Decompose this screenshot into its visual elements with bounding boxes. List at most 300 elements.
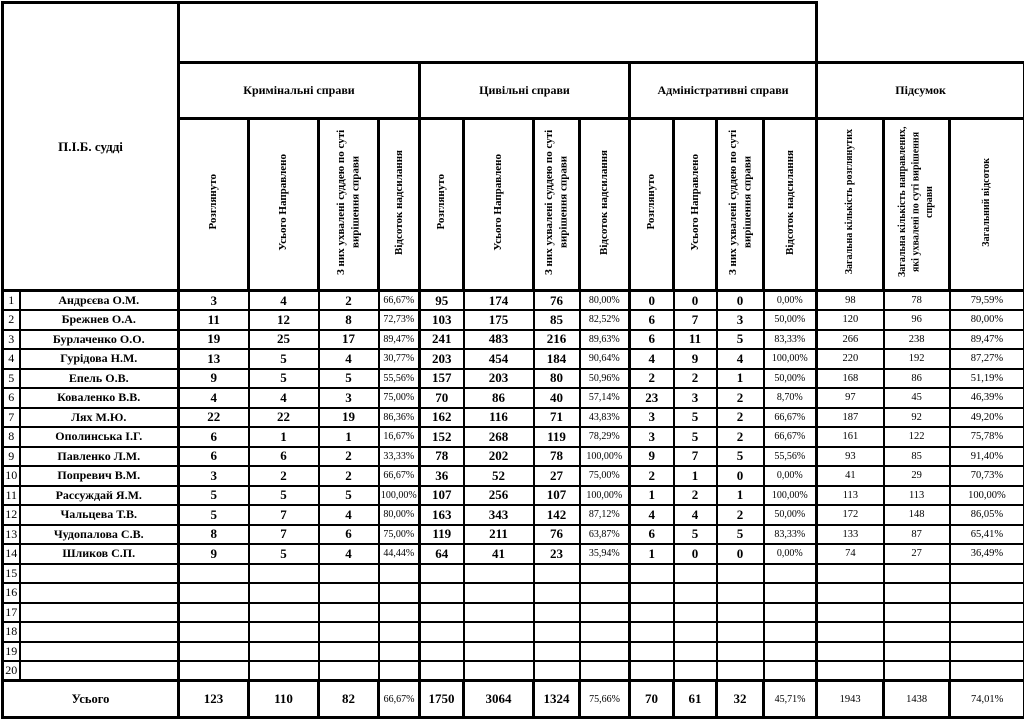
criminal-decided: 5 [319,369,379,389]
row-number: 17 [3,603,20,623]
criminal-considered: 9 [179,544,249,564]
civil-sent [464,622,534,642]
criminal-decided [319,564,379,584]
admin-percent: 66,67% [764,427,817,447]
admin-decided [717,583,764,603]
summary-sent-decided: 87 [884,525,950,545]
admin-considered: 9 [630,447,674,467]
admin-considered: 1 [630,544,674,564]
admin-percent: 55,56% [764,447,817,467]
civil-considered [420,622,464,642]
civil-sent: 256 [464,486,534,506]
totals-label: Усього [3,681,179,718]
civil-considered: 36 [420,466,464,486]
civil-sent: 203 [464,369,534,389]
row-number: 11 [3,486,20,506]
summary-considered: 172 [817,505,884,525]
civil-sent [464,564,534,584]
civil-considered: 70 [420,388,464,408]
admin-considered: 3 [630,408,674,428]
summary-considered [817,642,884,662]
row-number: 20 [3,661,20,681]
admin-considered [630,622,674,642]
admin-sent: 7 [674,447,717,467]
summary-percent [950,583,1024,603]
total-summary-sent-decided: 1438 [884,681,950,718]
criminal-sent: 4 [249,291,319,311]
total-summary-percent: 74,01% [950,681,1024,718]
admin-sent: 2 [674,486,717,506]
criminal-sent: 2 [249,466,319,486]
admin-percent [764,661,817,681]
admin-decided: 4 [717,349,764,369]
criminal-considered [179,661,249,681]
admin-sent: 0 [674,291,717,311]
criminal-decided: 2 [319,291,379,311]
admin-considered: 2 [630,466,674,486]
civil-decided: 40 [534,388,580,408]
admin-considered: 23 [630,388,674,408]
judge-name [20,622,179,642]
civil-decided: 107 [534,486,580,506]
summary-considered: 74 [817,544,884,564]
admin-percent: 83,33% [764,525,817,545]
admin-decided [717,642,764,662]
header-criminal-sent [249,119,319,291]
civil-percent: 63,87% [580,525,630,545]
criminal-decided [319,642,379,662]
admin-decided [717,661,764,681]
table-row [3,583,1024,603]
summary-sent-decided: 29 [884,466,950,486]
summary-considered: 97 [817,388,884,408]
civil-considered [420,564,464,584]
civil-considered: 203 [420,349,464,369]
row-number: 19 [3,642,20,662]
summary-sent-decided: 85 [884,447,950,467]
civil-percent [580,661,630,681]
admin-sent: 7 [674,310,717,330]
header-judge-name: П.І.Б. судді [3,3,179,291]
row-number: 4 [3,349,20,369]
judge-name: Чудопалова С.В. [20,525,179,545]
vertical-label: З них ухвалені суддею по суті вирішення справи [335,129,362,275]
civil-considered [420,583,464,603]
civil-percent: 35,94% [580,544,630,564]
admin-decided [717,603,764,623]
summary-percent [950,603,1024,623]
judge-name: Попревич В.М. [20,466,179,486]
vertical-label: Усього Направлено [688,153,701,251]
summary-sent-decided [884,583,950,603]
criminal-percent [379,603,420,623]
criminal-decided: 4 [319,349,379,369]
admin-percent: 100,00% [764,486,817,506]
admin-decided [717,622,764,642]
civil-decided [534,564,580,584]
admin-considered [630,603,674,623]
table-body [3,291,1024,681]
criminal-percent [379,583,420,603]
admin-decided: 1 [717,369,764,389]
header-summary-percent [950,119,1024,291]
summary-considered: 98 [817,291,884,311]
civil-decided: 76 [534,525,580,545]
criminal-decided: 2 [319,466,379,486]
row-number: 2 [3,310,20,330]
summary-sent-decided [884,564,950,584]
criminal-sent: 12 [249,310,319,330]
judge-name: Коваленко В.В. [20,388,179,408]
header-group-civil: Цивільні справи [420,63,630,119]
criminal-decided: 17 [319,330,379,350]
vertical-label: Загальна кількість направлених, які ухвалені по суті вирішення справи [897,126,936,278]
table-row [3,349,1024,369]
summary-considered: 266 [817,330,884,350]
table-row [3,427,1024,447]
vertical-label: Відсоток надсилання [598,149,611,255]
table-row [3,291,1024,311]
summary-considered [817,603,884,623]
judge-name: Ополинська І.Г. [20,427,179,447]
civil-percent [580,642,630,662]
admin-considered: 6 [630,330,674,350]
civil-considered: 78 [420,447,464,467]
judge-name: Рассуждай Я.М. [20,486,179,506]
civil-sent: 343 [464,505,534,525]
civil-considered: 152 [420,427,464,447]
criminal-considered [179,583,249,603]
civil-decided: 27 [534,466,580,486]
row-number: 14 [3,544,20,564]
summary-sent-decided: 86 [884,369,950,389]
header-admin-percent [764,119,817,291]
summary-percent: 89,47% [950,330,1024,350]
judge-name [20,603,179,623]
admin-decided: 5 [717,525,764,545]
summary-considered: 161 [817,427,884,447]
criminal-considered [179,642,249,662]
criminal-decided [319,603,379,623]
vertical-label: Розглянуто [645,174,658,230]
vertical-label: Розглянуто [435,174,448,230]
total-admin-percent: 45,71% [764,681,817,718]
admin-decided: 2 [717,408,764,428]
criminal-considered: 9 [179,369,249,389]
civil-sent: 174 [464,291,534,311]
civil-decided: 184 [534,349,580,369]
row-number: 6 [3,388,20,408]
criminal-decided: 4 [319,505,379,525]
civil-decided: 78 [534,447,580,467]
admin-considered: 0 [630,291,674,311]
total-civil-percent: 75,66% [580,681,630,718]
summary-sent-decided: 113 [884,486,950,506]
admin-sent: 11 [674,330,717,350]
total-admin-sent: 61 [674,681,717,718]
criminal-percent: 66,67% [379,291,420,311]
admin-decided: 5 [717,447,764,467]
criminal-sent: 5 [249,369,319,389]
criminal-sent: 1 [249,427,319,447]
table-row [3,603,1024,623]
summary-considered [817,622,884,642]
criminal-considered: 3 [179,466,249,486]
criminal-sent: 7 [249,505,319,525]
summary-percent: 79,59% [950,291,1024,311]
civil-considered [420,642,464,662]
criminal-considered: 22 [179,408,249,428]
criminal-decided [319,583,379,603]
total-admin-decided: 32 [717,681,764,718]
table-row [3,505,1024,525]
admin-considered: 3 [630,427,674,447]
admin-considered: 2 [630,369,674,389]
header-criminal-considered [179,119,249,291]
admin-decided [717,564,764,584]
row-number: 13 [3,525,20,545]
header-civil-decided [534,119,580,291]
header-group-admin: Адміністративні справи [630,63,817,119]
admin-decided: 0 [717,291,764,311]
summary-considered: 41 [817,466,884,486]
civil-percent [580,622,630,642]
civil-considered: 103 [420,310,464,330]
summary-sent-decided: 96 [884,310,950,330]
criminal-sent: 5 [249,544,319,564]
criminal-sent [249,661,319,681]
criminal-percent: 72,73% [379,310,420,330]
summary-percent: 70,73% [950,466,1024,486]
summary-percent: 86,05% [950,505,1024,525]
table-row [3,388,1024,408]
criminal-percent [379,661,420,681]
civil-sent [464,583,534,603]
summary-sent-decided: 192 [884,349,950,369]
judge-name: Бурлаченко О.О. [20,330,179,350]
civil-percent: 82,52% [580,310,630,330]
table-footer [3,681,1024,718]
civil-percent: 50,96% [580,369,630,389]
table-row [3,622,1024,642]
table-row [3,466,1024,486]
admin-decided: 3 [717,310,764,330]
civil-sent [464,642,534,662]
civil-sent: 202 [464,447,534,467]
criminal-sent: 5 [249,486,319,506]
row-number: 16 [3,583,20,603]
criminal-percent: 30,77% [379,349,420,369]
table-row [3,447,1024,467]
criminal-considered [179,564,249,584]
summary-sent-decided [884,642,950,662]
civil-sent: 52 [464,466,534,486]
civil-percent: 57,14% [580,388,630,408]
summary-sent-decided: 148 [884,505,950,525]
admin-percent: 50,00% [764,369,817,389]
table-row [3,330,1024,350]
total-criminal-percent: 66,67% [379,681,420,718]
admin-sent: 5 [674,525,717,545]
civil-considered: 107 [420,486,464,506]
criminal-considered: 19 [179,330,249,350]
header-top-right-empty [817,3,1024,63]
summary-percent [950,564,1024,584]
summary-sent-decided [884,661,950,681]
civil-percent: 89,63% [580,330,630,350]
admin-considered: 6 [630,310,674,330]
admin-considered: 6 [630,525,674,545]
civil-considered: 119 [420,525,464,545]
criminal-percent: 89,47% [379,330,420,350]
civil-percent [580,603,630,623]
summary-considered: 133 [817,525,884,545]
civil-percent [580,583,630,603]
vertical-label: Усього Направлено [492,153,505,251]
summary-considered [817,583,884,603]
summary-sent-decided: 122 [884,427,950,447]
criminal-percent [379,642,420,662]
summary-sent-decided: 92 [884,408,950,428]
criminal-percent: 100,00% [379,486,420,506]
civil-sent [464,661,534,681]
criminal-decided: 3 [319,388,379,408]
judge-name [20,564,179,584]
civil-considered [420,603,464,623]
civil-sent: 86 [464,388,534,408]
table-row [3,525,1024,545]
civil-considered: 163 [420,505,464,525]
criminal-sent: 4 [249,388,319,408]
civil-considered: 157 [420,369,464,389]
admin-sent: 9 [674,349,717,369]
header-civil-sent [464,119,534,291]
summary-percent: 46,39% [950,388,1024,408]
admin-percent: 66,67% [764,408,817,428]
summary-considered: 120 [817,310,884,330]
judge-name [20,661,179,681]
header-summary-sent-decided [884,119,950,291]
civil-decided: 216 [534,330,580,350]
total-summary-considered: 1943 [817,681,884,718]
admin-considered: 4 [630,505,674,525]
admin-percent: 100,00% [764,349,817,369]
criminal-percent: 75,00% [379,525,420,545]
civil-decided: 71 [534,408,580,428]
summary-sent-decided [884,622,950,642]
civil-decided [534,661,580,681]
admin-percent: 0,00% [764,466,817,486]
criminal-sent: 5 [249,349,319,369]
row-number: 8 [3,427,20,447]
row-number: 15 [3,564,20,584]
criminal-decided: 1 [319,427,379,447]
judge-name: Андрєєва О.М. [20,291,179,311]
criminal-sent [249,642,319,662]
summary-percent: 100,00% [950,486,1024,506]
admin-sent: 1 [674,466,717,486]
judges-caseload-table [1,1,1024,719]
criminal-percent [379,622,420,642]
total-civil-decided: 1324 [534,681,580,718]
admin-sent: 3 [674,388,717,408]
civil-decided: 85 [534,310,580,330]
civil-considered: 162 [420,408,464,428]
row-number: 3 [3,330,20,350]
table-row [3,544,1024,564]
admin-percent [764,642,817,662]
criminal-sent [249,583,319,603]
vertical-label: Усього Направлено [277,153,290,251]
vertical-label: Відсоток надсилання [392,149,405,255]
criminal-decided [319,622,379,642]
admin-sent: 4 [674,505,717,525]
civil-percent: 78,29% [580,427,630,447]
summary-sent-decided: 45 [884,388,950,408]
summary-percent: 87,27% [950,349,1024,369]
judge-name: Павленко Л.М. [20,447,179,467]
header-admin-sent [674,119,717,291]
civil-sent: 211 [464,525,534,545]
summary-percent: 65,41% [950,525,1024,545]
criminal-sent [249,622,319,642]
summary-sent-decided: 238 [884,330,950,350]
admin-sent [674,603,717,623]
judge-name: Брежнев О.А. [20,310,179,330]
admin-considered: 4 [630,349,674,369]
civil-decided: 142 [534,505,580,525]
criminal-considered: 4 [179,388,249,408]
admin-decided: 0 [717,544,764,564]
admin-percent [764,603,817,623]
civil-sent: 41 [464,544,534,564]
admin-percent [764,583,817,603]
header-admin-considered [630,119,674,291]
admin-decided: 2 [717,427,764,447]
criminal-percent: 55,56% [379,369,420,389]
summary-percent: 36,49% [950,544,1024,564]
criminal-percent: 66,67% [379,466,420,486]
civil-decided [534,622,580,642]
total-criminal-considered: 123 [179,681,249,718]
table-row [3,486,1024,506]
civil-percent [580,564,630,584]
row-number: 5 [3,369,20,389]
vertical-label: Розглянуто [207,174,220,230]
header-group-summary: Підсумок [817,63,1024,119]
header-civil-considered [420,119,464,291]
header-group-criminal: Кримінальні справи [179,63,420,119]
header-criminal-percent [379,119,420,291]
civil-considered: 241 [420,330,464,350]
total-civil-sent: 3064 [464,681,534,718]
header-summary-considered [817,119,884,291]
totals-row [3,681,1024,718]
civil-decided: 119 [534,427,580,447]
criminal-considered: 13 [179,349,249,369]
vertical-label: З них ухвалені суддею по суті вирішення справи [726,129,753,275]
table-row [3,564,1024,584]
civil-percent: 87,12% [580,505,630,525]
vertical-label: Загальний відсоток [981,157,993,247]
civil-sent: 454 [464,349,534,369]
summary-percent [950,642,1024,662]
summary-percent [950,622,1024,642]
summary-sent-decided: 78 [884,291,950,311]
judge-name: Гурідова Н.М. [20,349,179,369]
summary-sent-decided: 27 [884,544,950,564]
civil-percent: 80,00% [580,291,630,311]
